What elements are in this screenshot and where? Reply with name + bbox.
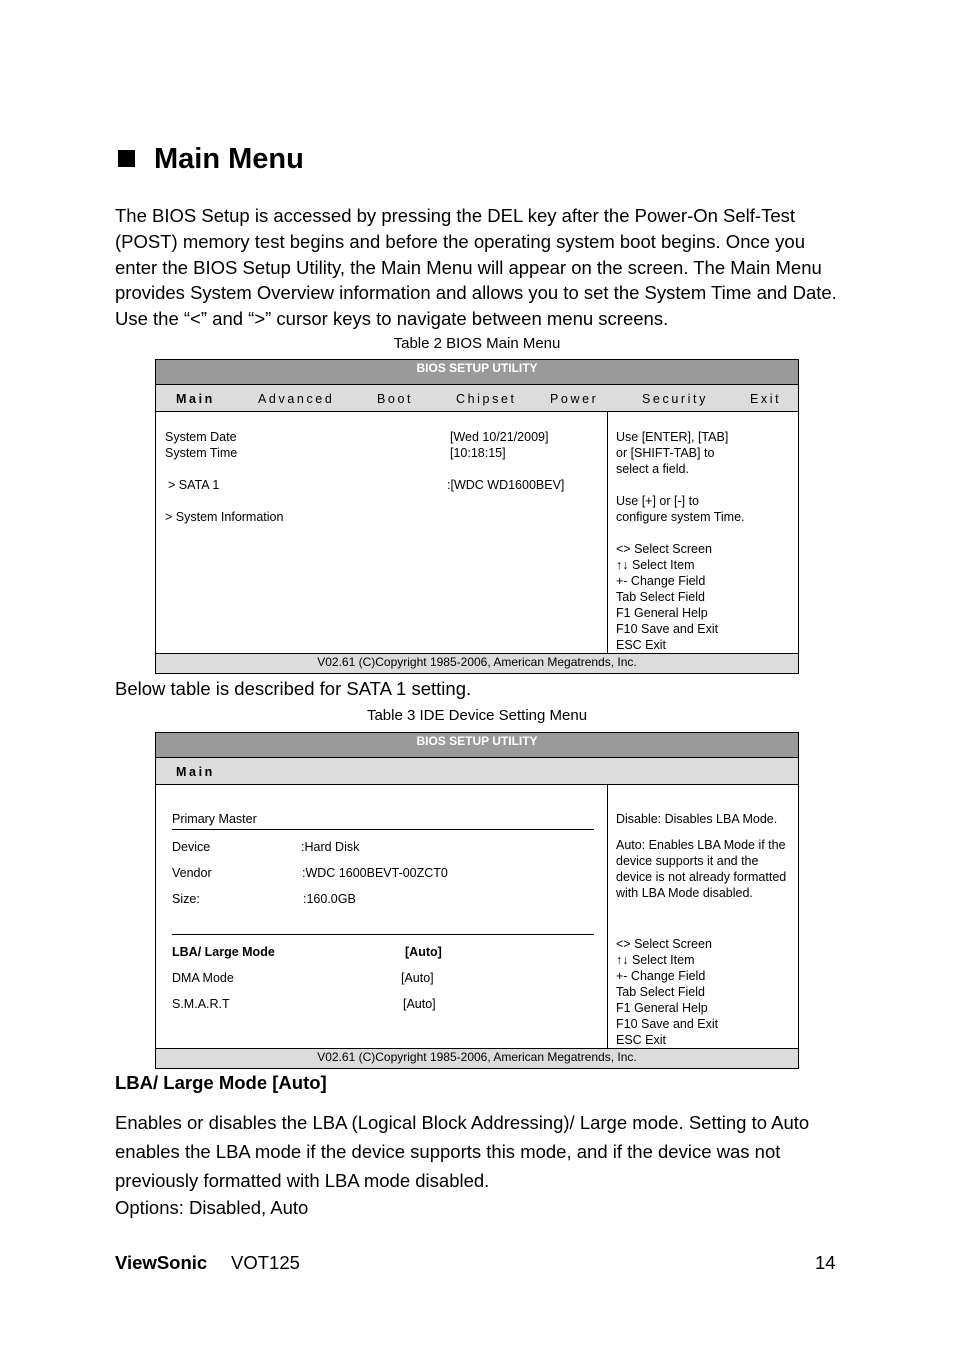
bios-main-menu-table — [155, 359, 799, 674]
section-divider — [172, 829, 594, 830]
help-line: F1 General Help — [616, 1001, 708, 1015]
help-line: +- Change Field — [616, 969, 706, 983]
intro-paragraph: The BIOS Setup is accessed by pressing the DEL key after the Power-On Self-Test (POST) memory test begins and before the operating system boot begins. Once you enter the BIOS Setup Utility, the Main Menu will appear on the screen. The Main Menu provides System Overview information and allows you to set the System Time and Date. Use the “<” and “>” cursor keys to navigate between menu screens. — [115, 205, 837, 330]
menu-tab-advanced[interactable]: Advanced — [258, 392, 335, 406]
help-line: configure system Time. — [616, 510, 745, 524]
panel-divider — [607, 412, 608, 653]
help-line: device is not already formatted — [616, 870, 787, 884]
size-value: :160.0GB — [303, 892, 356, 906]
menu-tab-main[interactable]: Main — [176, 765, 215, 779]
help-line: device supports it and the — [616, 854, 759, 868]
help-line: F10 Save and Exit — [616, 622, 719, 636]
bios-copyright: V02.61 (C)Copyright 1985-2006, American Megatrends, Inc. — [156, 653, 798, 673]
size-label: Size: — [172, 892, 200, 906]
device-value: :Hard Disk — [301, 840, 360, 854]
help-spacer — [616, 525, 796, 541]
menu-tab-exit[interactable]: Exit — [750, 392, 782, 406]
system-information-item[interactable]: > System Information — [165, 510, 284, 524]
dma-mode-item[interactable]: DMA Mode — [172, 971, 234, 985]
menu-tab-security[interactable]: Security — [642, 392, 708, 406]
help-panel — [616, 811, 798, 901]
sata1-value: :[WDC WD1600BEV] — [447, 478, 565, 492]
device-label: Device — [172, 840, 211, 854]
help-keys-panel — [616, 936, 798, 1048]
help-line: select a field. — [616, 462, 689, 476]
help-line: ↑↓ Select Item — [616, 953, 695, 967]
help-panel — [616, 429, 796, 653]
help-line: F10 Save and Exit — [616, 1017, 719, 1031]
help-spacer — [616, 827, 798, 837]
heading-bullet-icon — [118, 150, 135, 167]
lba-description: Enables or disables the LBA (Logical Block Addressing)/ Large mode. Setting to Auto enables the LBA mode if the device supports this mode, and if the device was not previously formatted with LBA mode disabled. — [115, 1112, 810, 1191]
bios-title: BIOS SETUP UTILITY — [156, 733, 798, 758]
help-line: ↑↓ Select Item — [616, 558, 695, 572]
help-line: Tab Select Field — [616, 985, 705, 999]
help-line: +- Change Field — [616, 574, 706, 588]
help-line: <> Select Screen — [616, 542, 712, 556]
menu-tab-chipset[interactable]: Chipset — [456, 392, 517, 406]
footer-brand: ViewSonic — [115, 1252, 208, 1273]
help-line: Use [ENTER], [TAB] — [616, 430, 729, 444]
footer-model: VOT125 — [231, 1252, 300, 1273]
bios-title: BIOS SETUP UTILITY — [156, 360, 798, 385]
table3-caption: Table 3 IDE Device Setting Menu — [366, 707, 588, 724]
system-date-label: System Date — [165, 430, 237, 444]
help-line: ESC Exit — [616, 1033, 667, 1047]
smart-item[interactable]: S.M.A.R.T — [172, 997, 230, 1011]
help-line: Use [+] or [-] to — [616, 494, 700, 508]
sata1-item[interactable]: > SATA 1 — [168, 478, 220, 492]
page-title: Main Menu — [154, 143, 304, 175]
smart-value[interactable]: [Auto] — [403, 997, 436, 1011]
section-divider — [172, 934, 594, 935]
help-line: ESC Exit — [616, 638, 667, 652]
help-line: Tab Select Field — [616, 590, 705, 604]
bios-menu-bar — [156, 385, 798, 412]
lba-mode-item[interactable]: LBA/ Large Mode — [172, 945, 275, 959]
bios-menu-bar — [156, 758, 798, 785]
system-time-value[interactable]: [10:18:15] — [450, 446, 506, 460]
page-number: 14 — [815, 1252, 836, 1273]
menu-tab-main[interactable]: Main — [176, 392, 215, 406]
menu-tab-boot[interactable]: Boot — [377, 392, 414, 406]
system-time-label: System Time — [165, 446, 238, 460]
help-line: Auto: Enables LBA Mode if the — [616, 838, 786, 852]
sata-note: Below table is described for SATA 1 setting. — [115, 678, 472, 699]
primary-master-label: Primary Master — [172, 812, 257, 826]
help-line: Disable: Disables LBA Mode. — [616, 812, 778, 826]
options-text: Options: Disabled, Auto — [115, 1197, 309, 1218]
vendor-value: :WDC 1600BEVT-00ZCT0 — [302, 866, 448, 880]
dma-mode-value[interactable]: [Auto] — [401, 971, 434, 985]
help-spacer — [616, 477, 796, 493]
bios-ide-device-table — [155, 732, 799, 1069]
help-line: F1 General Help — [616, 606, 708, 620]
help-line: <> Select Screen — [616, 937, 712, 951]
vendor-label: Vendor — [172, 866, 212, 880]
panel-divider — [607, 785, 608, 1048]
lba-mode-value[interactable]: [Auto] — [405, 945, 442, 959]
section-heading: LBA/ Large Mode [Auto] — [115, 1072, 327, 1093]
help-line: or [SHIFT-TAB] to — [616, 446, 715, 460]
bios-copyright: V02.61 (C)Copyright 1985-2006, American Megatrends, Inc. — [156, 1048, 798, 1068]
help-line: with LBA Mode disabled. — [616, 886, 753, 900]
menu-tab-power[interactable]: Power — [550, 392, 599, 406]
system-date-value[interactable]: [Wed 10/21/2009] — [450, 430, 549, 444]
table2-caption: Table 2 BIOS Main Menu — [393, 335, 561, 352]
